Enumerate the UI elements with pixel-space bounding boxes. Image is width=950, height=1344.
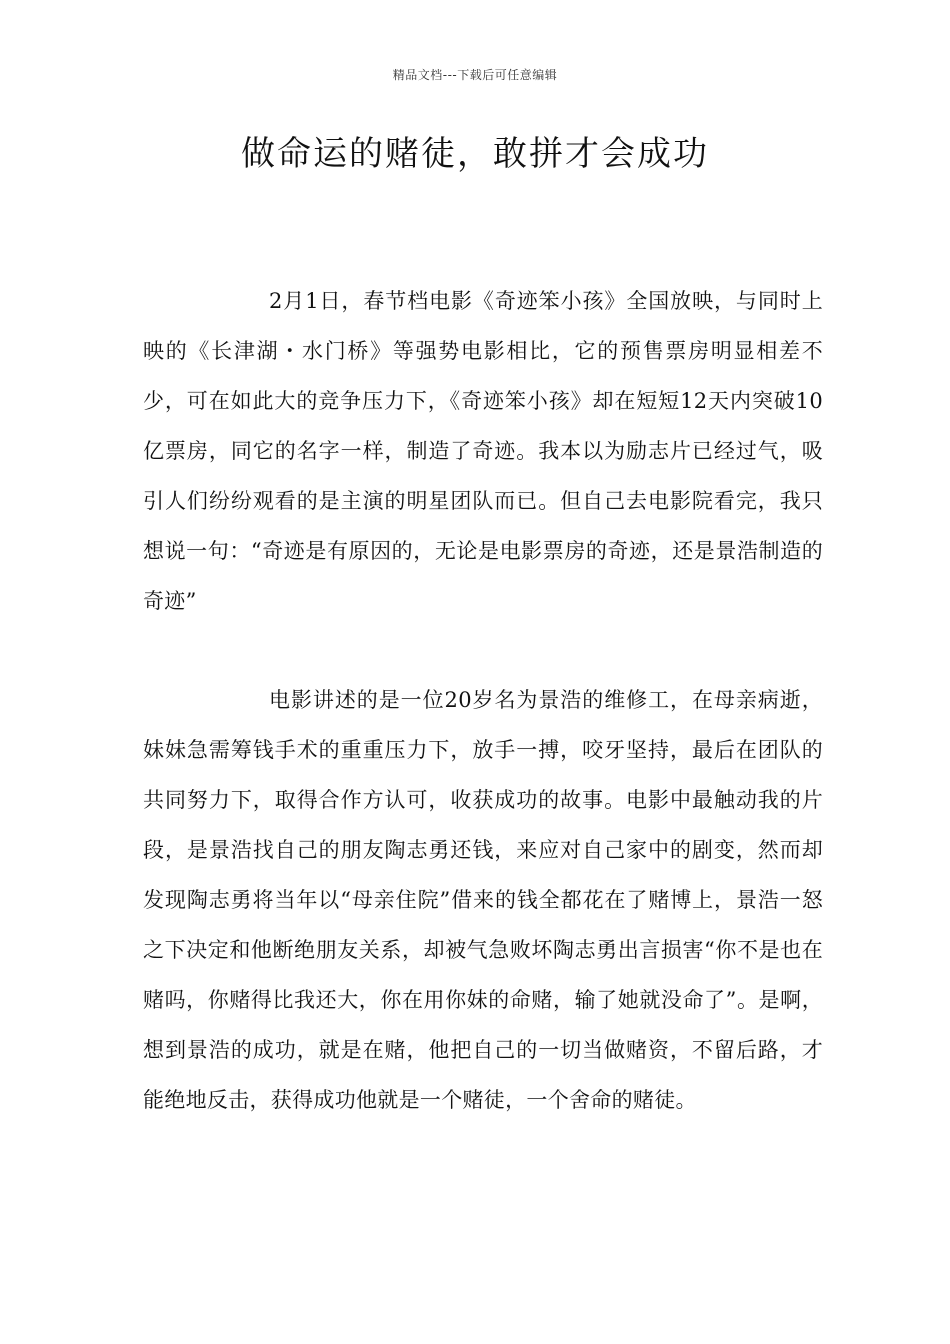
page-header: 精品文档---下载后可任意编辑	[392, 68, 558, 82]
body-paragraph-1: 2月1日，春节档电影《奇迹笨小孩》全国放映，与同时上映的《长津湖・水门桥》等强势电影相比，它的预售票房明显相差不少，可在如此大的竞争压力下，《奇迹笨小孩》却在短短12天内突破10亿票房，同它的名字一样，制造了奇迹。我本以为励志片已经过气，吸引人们纷纷观看的是主演的明星团队而已。但自己去电影院看完，我只想说一句：“奇迹是有原因的，无论是电影票房的奇迹，还是景浩制造的奇迹”	[143, 289, 823, 613]
body-paragraph-2: 电影讲述的是一位20岁名为景浩的维修工，在母亲病逝，妹妹急需筹钱手术的重重压力下，放手一搏，咬牙坚持，最后在团队的共同努力下，取得合作方认可，收获成功的故事。电影中最触动我的片段，是景浩找自己的朋友陶志勇还钱，来应对自己家中的剧变，然而却发现陶志勇将当年以“母亲住院”借来的钱全都花在了赌博上，景浩一怒之下决定和他断绝朋友关系，却被气急败坏陶志勇出言损害“你不是也在赌吗，你赌得比我还大，你在用你妹的命赌，输了她就没命了”。是啊，想到景浩的成功，就是在赌，他把自己的一切当做赌资，不留后路，才能绝地反击，获得成功他就是一个赌徒，一个舍命的赌徒。	[143, 688, 823, 1112]
document-title: 做命运的赌徒，敢拼才会成功	[241, 134, 709, 174]
